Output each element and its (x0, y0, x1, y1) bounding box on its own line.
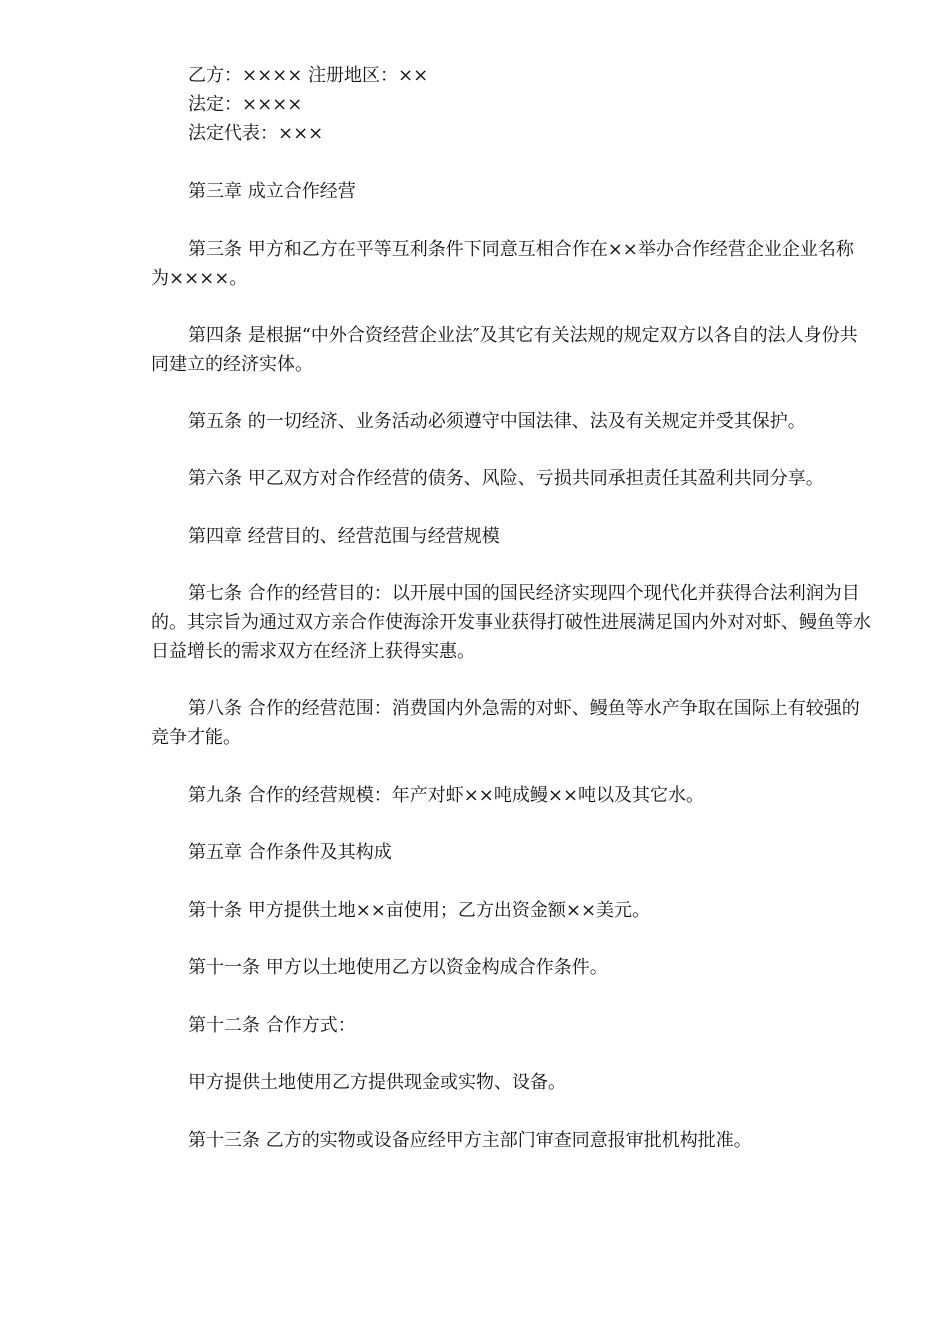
article-5: 第五条 的一切经济、业务活动必须遵守中国法律、法及有关规定并受其保护。 (188, 411, 806, 432)
article-4: 第四条 是根据“中外合资经营企业法″及其它有关法规的规定双方以各自的法人身份共同建立的经济实体。 (151, 325, 858, 375)
article-12: 第十二条 合作方式： (188, 1015, 356, 1036)
article-8: 第八条 合作的经营范围：消费国内外急需的对虾、鳗鱼等水产争取在国际上有较强的竞争才能。 (151, 698, 860, 748)
article-6: 第六条 甲乙双方对合作经营的债务、风险、亏损共同承担责任其盈利共同分享。 (188, 468, 824, 489)
legal-representative-line: 法定代表：××× (188, 123, 324, 144)
chapter-5-heading: 第五章 合作条件及其构成 (188, 842, 392, 863)
article-11: 第十一条 甲方以土地使用乙方以资金构成合作条件。 (188, 957, 608, 978)
chapter-3-heading: 第三章 成立合作经营 (188, 181, 356, 202)
article-10: 第十条 甲方提供土地××亩使用；乙方出资金额××美元。 (188, 900, 651, 921)
article-13: 第十三条 乙方的实物或设备应经甲方主部门审查同意报审批机构批准。 (188, 1130, 752, 1151)
article-3: 第三条 甲方和乙方在平等互利条件下同意互相合作在××举办合作经营企业企业名称为××××。 (151, 239, 854, 289)
party-b-line: 乙方：×××× 注册地区：×× (188, 65, 429, 86)
article-7: 第七条 合作的经营目的：以开展中国的国民经济实现四个现代化并获得合法利润为目的。其宗旨为通过双方亲合作使海涂开发事业获得打破性进展满足国内外对对虾、鳗鱼等水日益增长的需求双方在经济上获得实惠。 (151, 583, 871, 662)
legal-line: 法定：×××× (188, 94, 303, 115)
chapter-4-heading: 第四章 经营目的、经营范围与经营规模 (188, 526, 500, 547)
article-9: 第九条 合作的经营规模：年产对虾××吨成鳗××吨以及其它水。 (188, 785, 705, 806)
article-12-detail: 甲方提供土地使用乙方提供现金或实物、设备。 (188, 1072, 566, 1093)
